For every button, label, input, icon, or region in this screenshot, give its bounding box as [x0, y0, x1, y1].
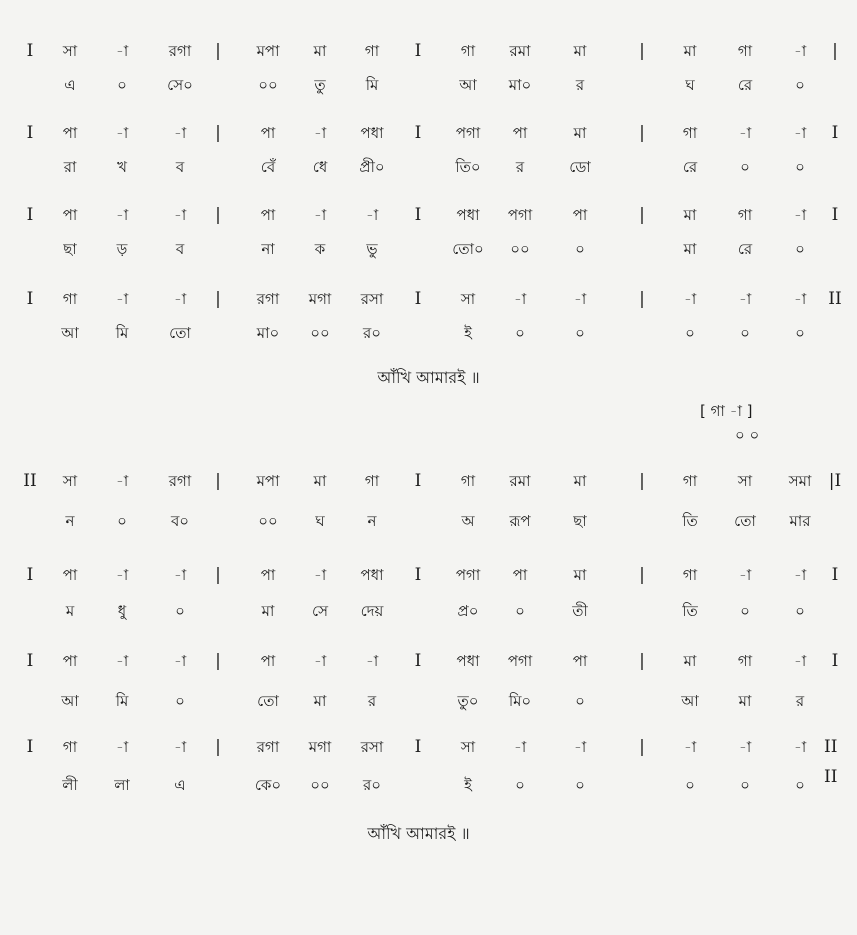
lyric-cell: আ	[459, 76, 477, 94]
note-cell: -া	[173, 566, 187, 584]
note-cell: গা	[364, 472, 380, 490]
note-cell: -া	[115, 124, 129, 142]
note-cell: পা	[572, 206, 588, 224]
barline-marker: I	[414, 41, 422, 61]
note-cell: পা	[260, 566, 276, 584]
note-cell: পা	[512, 566, 528, 584]
note-cell: মা	[573, 42, 587, 60]
lyric-cell: রে	[737, 76, 753, 94]
note-cell: মগা	[308, 738, 332, 756]
barline-marker: |	[215, 289, 221, 309]
lyric-cell: লী	[62, 776, 78, 794]
lyric-cell: প্রী০	[359, 158, 385, 176]
lyric-cell: ০০	[510, 240, 530, 258]
lyric-cell: মি	[115, 692, 129, 710]
barline-marker: |	[832, 41, 838, 61]
lyric-cell: ব	[175, 158, 185, 176]
note-cell: -া	[313, 206, 327, 224]
lyric-cell: মা০	[508, 76, 532, 94]
note-cell: পধা	[456, 652, 480, 670]
barline-marker: |	[215, 205, 221, 225]
note-cell: -া	[173, 738, 187, 756]
lyric-cell: ০	[740, 602, 750, 620]
note-cell: -া	[115, 566, 129, 584]
notes-row	[0, 560, 857, 590]
note-cell: -া	[793, 206, 807, 224]
note-cell: -া	[793, 290, 807, 308]
barline-marker: |	[639, 471, 645, 491]
lyric-cell: আ	[61, 692, 79, 710]
lyric-cell: ই	[464, 776, 472, 794]
lyric-cell: ঘ	[685, 76, 695, 94]
barline-marker: I	[831, 651, 839, 671]
lyric-cell: ০	[795, 602, 805, 620]
note-cell: মা	[683, 652, 697, 670]
barline-marker: I	[831, 123, 839, 143]
lyric-cell: রা	[63, 158, 77, 176]
barline-marker: I	[414, 205, 422, 225]
lyric-cell: ০	[117, 512, 127, 530]
note-cell: রমা	[509, 42, 531, 60]
note-cell: রগা	[168, 472, 192, 490]
lyric-cell: মি	[115, 324, 129, 342]
lyric-cell: লা	[114, 776, 130, 794]
barline-marker: |	[215, 41, 221, 61]
barline-marker: I	[26, 41, 34, 61]
note-cell: রগা	[168, 42, 192, 60]
lyric-cell: ক	[314, 240, 326, 258]
note-cell: পগা	[455, 566, 481, 584]
note-cell: -া	[365, 206, 379, 224]
note-cell: মা	[683, 206, 697, 224]
lyric-cell: ন	[367, 512, 377, 530]
barline-marker: II	[828, 289, 842, 309]
lyric-cell: ছা	[573, 512, 587, 530]
note-cell: -া	[115, 472, 129, 490]
lyric-cell: ০	[795, 324, 805, 342]
lyric-cell: র০	[362, 324, 382, 342]
lyrics-row	[0, 70, 857, 100]
note-cell: পধা	[360, 566, 384, 584]
barline-marker: |	[639, 205, 645, 225]
lyrics-row	[0, 770, 857, 800]
notes-row	[0, 36, 857, 66]
note-cell: পা	[62, 124, 78, 142]
barline-marker: II	[23, 471, 37, 491]
barline-marker: I	[414, 289, 422, 309]
lyric-cell: ই	[464, 324, 472, 342]
lyric-cell: ০	[175, 692, 185, 710]
lyric-cell: ০	[575, 776, 585, 794]
barline-marker: |	[639, 651, 645, 671]
note-cell: মা	[573, 472, 587, 490]
note-cell: রমা	[509, 472, 531, 490]
barline-marker: |	[639, 565, 645, 585]
lyric-cell: ধু	[117, 602, 127, 620]
lyric-cell: ০	[740, 324, 750, 342]
barline-marker: I	[26, 737, 34, 757]
lyric-cell: ভু	[366, 240, 378, 258]
lyric-cell: ০	[515, 324, 525, 342]
lyric-cell: মা	[738, 692, 752, 710]
lyrics-row	[0, 152, 857, 182]
lyric-cell: মা০	[256, 324, 280, 342]
note-cell: -া	[365, 652, 379, 670]
note-cell: -া	[793, 652, 807, 670]
lyric-cell: সে০	[167, 76, 193, 94]
lyric-cell: ০০	[258, 512, 278, 530]
note-cell: সা	[460, 290, 476, 308]
note-cell: -া	[173, 206, 187, 224]
note-cell: মা	[573, 566, 587, 584]
lyric-cell: ০	[740, 158, 750, 176]
note-cell: সা	[460, 738, 476, 756]
note-cell: -া	[173, 124, 187, 142]
lyric-cell: তো	[734, 512, 756, 530]
barline-marker: I	[26, 565, 34, 585]
lyric-cell: মা	[683, 240, 697, 258]
note-cell: -া	[573, 290, 587, 308]
note-cell: -া	[313, 652, 327, 670]
note-cell: -া	[793, 124, 807, 142]
note-cell: গা	[364, 42, 380, 60]
barline-marker: |	[215, 651, 221, 671]
lyric-cell: দেয়	[360, 602, 384, 620]
note-cell: -া	[115, 42, 129, 60]
note-cell: পধা	[360, 124, 384, 142]
note-cell: পা	[62, 652, 78, 670]
lyric-cell: বেঁ	[260, 158, 276, 176]
note-cell: -া	[683, 290, 697, 308]
lyric-cell: ০	[685, 324, 695, 342]
lyric-cell: এ	[64, 76, 76, 94]
lyric-cell: রে	[737, 240, 753, 258]
lyrics-row	[0, 318, 857, 348]
note-cell: মা	[313, 42, 327, 60]
lyric-cell: ০	[795, 776, 805, 794]
lyric-cell: ০০	[310, 776, 330, 794]
note-cell: গা	[682, 124, 698, 142]
note-cell: -া	[793, 566, 807, 584]
note-cell: মা	[313, 472, 327, 490]
note-cell: -া	[738, 738, 752, 756]
barline-marker: I	[831, 205, 839, 225]
lyric-cell: ০০	[310, 324, 330, 342]
note-cell: পা	[260, 124, 276, 142]
lyric-cell: তু০	[457, 692, 479, 710]
note-cell: পা	[62, 566, 78, 584]
lyric-cell: ম	[65, 602, 75, 620]
barline-marker: |	[215, 471, 221, 491]
note-cell: গা	[737, 42, 753, 60]
lyric-cell: না	[261, 240, 275, 258]
refrain-lyrics: ০ ০	[735, 426, 760, 444]
note-cell: গা	[737, 206, 753, 224]
note-cell: -া	[115, 290, 129, 308]
lyric-cell: ডো	[569, 158, 591, 176]
barline-marker: I	[414, 123, 422, 143]
note-cell: রসা	[360, 290, 384, 308]
note-cell: পধা	[456, 206, 480, 224]
barline-marker: |I	[828, 471, 842, 491]
note-cell: পগা	[507, 652, 533, 670]
note-cell: পা	[512, 124, 528, 142]
note-cell: -া	[738, 290, 752, 308]
lyric-cell: র	[795, 692, 805, 710]
section-1-caption: আঁখি আমারই ॥	[377, 368, 480, 387]
note-cell: সা	[62, 472, 78, 490]
note-cell: মা	[573, 124, 587, 142]
note-cell: মপা	[256, 472, 280, 490]
barline-marker: I	[831, 565, 839, 585]
lyric-cell: ছা	[63, 240, 77, 258]
note-cell: গা	[682, 472, 698, 490]
note-cell: পগা	[507, 206, 533, 224]
lyric-cell: ঘ	[315, 512, 325, 530]
barline-marker: I	[26, 651, 34, 671]
lyric-cell: ০	[575, 324, 585, 342]
lyric-cell: তো০	[452, 240, 484, 258]
lyric-cell: খ	[117, 158, 127, 176]
lyric-cell: ০	[740, 776, 750, 794]
lyric-cell: ০	[575, 240, 585, 258]
lyric-cell: ০০	[258, 76, 278, 94]
lyric-cell: মার	[789, 512, 811, 530]
note-cell: -া	[173, 652, 187, 670]
lyric-cell: প্র০	[457, 602, 479, 620]
note-cell: -া	[738, 566, 752, 584]
barline-marker: I	[414, 651, 422, 671]
lyric-cell: র	[367, 692, 377, 710]
note-cell: -া	[173, 290, 187, 308]
lyric-cell: ন	[65, 512, 75, 530]
lyric-cell: তী	[572, 602, 588, 620]
note-cell: গা	[460, 42, 476, 60]
lyrics-row	[0, 596, 857, 626]
lyric-cell: রূপ	[509, 512, 531, 530]
lyric-cell: ০	[685, 776, 695, 794]
notes-row	[0, 284, 857, 314]
note-cell: রগা	[256, 738, 280, 756]
note-cell: গা	[62, 738, 78, 756]
lyric-cell: ব	[175, 240, 185, 258]
barline-marker: |	[639, 41, 645, 61]
note-cell: -া	[513, 738, 527, 756]
lyric-cell: ধে	[312, 158, 328, 176]
barline-marker: I	[26, 289, 34, 309]
barline-marker: |	[215, 565, 221, 585]
lyric-cell: ০	[515, 602, 525, 620]
note-cell: মপা	[256, 42, 280, 60]
barline-marker: I	[26, 205, 34, 225]
note-cell: পা	[260, 206, 276, 224]
note-cell: -া	[683, 738, 697, 756]
note-cell: -া	[313, 566, 327, 584]
lyric-cell: তো	[257, 692, 279, 710]
lyric-cell: রে	[682, 158, 698, 176]
note-cell: রসা	[360, 738, 384, 756]
note-cell: পা	[62, 206, 78, 224]
lyric-cell: অ	[461, 512, 475, 530]
barline-marker: |	[639, 737, 645, 757]
lyric-cell: র	[575, 76, 585, 94]
note-cell: -া	[313, 124, 327, 142]
note-cell: গা	[737, 652, 753, 670]
notes-row	[0, 646, 857, 676]
note-cell: -া	[738, 124, 752, 142]
note-cell: -া	[115, 652, 129, 670]
lyric-cell: মা	[313, 692, 327, 710]
notes-row	[0, 466, 857, 496]
barline-marker: |	[215, 123, 221, 143]
note-cell: পা	[260, 652, 276, 670]
lyric-cell: ০	[117, 76, 127, 94]
notes-row	[0, 118, 857, 148]
barline-marker: |	[639, 289, 645, 309]
note-cell: -া	[115, 206, 129, 224]
refrain-notes: [ গা -া ]	[700, 402, 753, 420]
lyric-cell: এ	[174, 776, 186, 794]
lyric-cell: ব০	[170, 512, 190, 530]
barline-marker: |	[639, 123, 645, 143]
lyric-cell: কে০	[254, 776, 282, 794]
lyric-cell: র	[515, 158, 525, 176]
barline-marker: I	[26, 123, 34, 143]
note-cell: -া	[115, 738, 129, 756]
lyric-cell: মা	[261, 602, 275, 620]
note-cell: -া	[573, 738, 587, 756]
note-cell: গা	[460, 472, 476, 490]
lyric-cell: মি০	[508, 692, 532, 710]
notes-row	[0, 200, 857, 230]
lyric-cell: ০	[175, 602, 185, 620]
barline-marker: I	[414, 471, 422, 491]
lyrics-row	[0, 686, 857, 716]
lyric-cell: তু	[314, 76, 326, 94]
note-cell: মা	[683, 42, 697, 60]
note-cell: রগা	[256, 290, 280, 308]
note-cell: মগা	[308, 290, 332, 308]
barline-marker: I	[414, 737, 422, 757]
note-cell: গা	[682, 566, 698, 584]
section-2-caption: আঁখি আমারই ॥	[367, 824, 470, 843]
lyric-cell: সে	[312, 602, 328, 620]
lyric-cell: ০	[575, 692, 585, 710]
barline-marker: II II	[824, 737, 838, 787]
lyric-cell: তি	[682, 512, 698, 530]
lyric-cell: তি	[682, 602, 698, 620]
lyric-cell: তি০	[455, 158, 481, 176]
note-cell: গা	[62, 290, 78, 308]
note-cell: -া	[793, 42, 807, 60]
note-cell: -া	[513, 290, 527, 308]
note-cell: সা	[62, 42, 78, 60]
barline-marker: |	[215, 737, 221, 757]
note-cell: সমা	[788, 472, 812, 490]
lyric-cell: মি	[365, 76, 379, 94]
lyric-cell: আ	[681, 692, 699, 710]
lyrics-row	[0, 234, 857, 264]
barline-marker: I	[414, 565, 422, 585]
note-cell: পগা	[455, 124, 481, 142]
lyric-cell: ০	[515, 776, 525, 794]
lyric-cell: র০	[362, 776, 382, 794]
lyric-cell: ০	[795, 76, 805, 94]
lyrics-row	[0, 506, 857, 536]
lyric-cell: ড়	[116, 240, 128, 258]
lyric-cell: আ	[61, 324, 79, 342]
note-cell: পা	[572, 652, 588, 670]
lyric-cell: ০	[795, 158, 805, 176]
note-cell: সা	[737, 472, 753, 490]
lyric-cell: ০	[795, 240, 805, 258]
lyric-cell: তো	[169, 324, 191, 342]
note-cell: -া	[793, 738, 807, 756]
